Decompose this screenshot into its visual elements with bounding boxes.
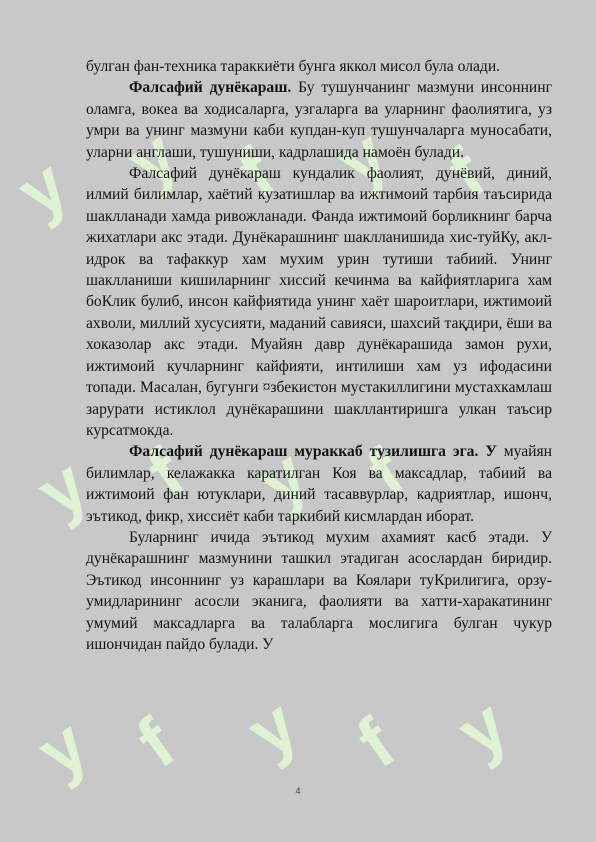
svg-text:y: y [443, 684, 522, 774]
paragraph-heading: Фалсафий дунёкараш. [129, 79, 292, 97]
page-number: 4 [295, 786, 301, 796]
paragraph-1: булган фан-техника тараккиёти бунга яккол мисол була олади. [86, 58, 501, 75]
svg-text:f: f [433, 133, 499, 214]
svg-text:y: y [23, 704, 102, 794]
paragraph-3: Фалсафий дунёкараш кундалик фаолият, дунёвий, диний, илмий билимлар, хаётий кузатишлар ва ижтимоий тарбия таъсирида шаклланади хамда ривожланади. Фанда ижтимоий борликнинг барча жихатлари акс этади. Дунёкарашнинг шаклланишида хис-туйКу, акл-идрок ва тафаккур хам мухим урин тутиши табиий. Унинг шаклланиши кишиларнинг хиссий кечинма ва кайфиятларига хам боКлик булиб, инсон кайфиятида унинг хаёт шароитлари, ижтимоий ахволи, миллий хусусияти, маданий савияси, шахсий тақдири, ёши ва хоказолар акс этади. Муайян давр дунёкарашида замон рухи, ижтимоий кучларнинг кайфияти, интилиши хам уз ифодасини топади. Масалан, бугунги ¤збекистон мустакиллигини мустахкамлаш зарурати истиклол дунёкарашини шакллантиришга улкан таъсир курсатмокда. [86, 165, 552, 439]
svg-text:y: y [23, 444, 102, 534]
paragraph-2: Фалсафий дунёкараш. Бу тушунчанинг мазмуни инсоннинг оламга, вокеа ва ходисаларга, узгаларга ва уларнинг фаолиятига, уз умри ва унинг мазмуни каби купдан-куп тушунчаларга муносабати, уларни англаши, тушуниши, кадрлашида намоён булади. [86, 79, 552, 161]
svg-text:f: f [123, 703, 189, 784]
paragraph-5: Буларнинг ичида эътикод мухим ахамият касб этади. У дунёкарашнинг мазмунини ташкил этадиган асослардан биридир. Эътикод инсоннинг уз карашлари ва Коялари туКрилигига, орзу-умидларининг асосли эканига, фаолияти ва хатти-харакатининг умумий максадларга ва талабларга мослигига булган чукур ишончидан пайдо булади. У [86, 528, 552, 653]
paragraph-heading: Фалсафий дунёкараш мураккаб тузилишга эга. У [129, 443, 497, 461]
svg-text:y: y [233, 684, 312, 774]
svg-text:f: f [343, 703, 409, 784]
svg-text:f: f [223, 133, 289, 214]
svg-text:y: y [113, 114, 192, 204]
paragraph-4: Фалсафий дунёкараш мураккаб тузилишга эга. У муайян билимлар, келажакка каратилган Коя ва максадлар, табиий ва ижтимоий фан ютуклари, диний тасаввурлар, кадриятлар, ишонч, эътикод, фикр, хиссиёт каби таркибий кисмлардан иборат. [86, 443, 552, 525]
svg-text:y: y [3, 144, 82, 234]
svg-text:y: y [243, 434, 322, 524]
svg-text:f: f [133, 433, 199, 514]
body-text [86, 56, 552, 655]
svg-text:f: f [353, 433, 419, 514]
svg-text:y: y [323, 114, 402, 204]
